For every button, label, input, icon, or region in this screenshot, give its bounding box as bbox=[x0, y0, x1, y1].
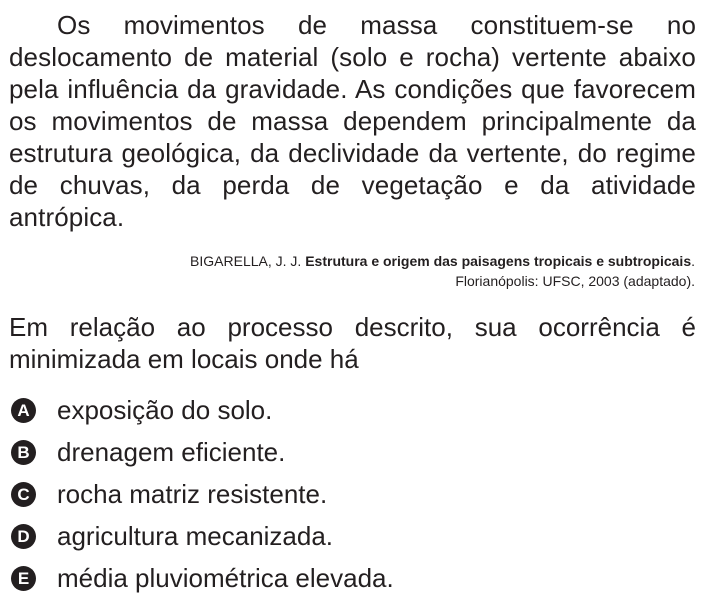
answer-options bbox=[9, 389, 696, 599]
passage-text: Os movimentos de massa constituem-se no deslocamento de material (solo e rocha) vertente abaixo pela influência da gravidade. As condições que favorecem os movimentos de massa dependem principalmente da estrutura geológica, da declividade da vertente, do regime de chuvas, da perda de vegetação e da atividade antrópica. bbox=[9, 10, 696, 232]
option-c-letter-badge: C bbox=[11, 482, 36, 507]
citation bbox=[9, 251, 696, 291]
citation-author: BIGARELLA, J. J. bbox=[190, 253, 306, 269]
citation-line-1 bbox=[9, 251, 695, 271]
option-b[interactable] bbox=[9, 431, 696, 473]
question-stem: Em relação ao processo descrito, sua ocorrência é minimizada em locais onde há bbox=[9, 312, 696, 374]
option-c[interactable] bbox=[9, 473, 696, 515]
option-b-letter-badge: B bbox=[11, 440, 36, 465]
option-d-text: agricultura mecanizada. bbox=[57, 521, 334, 551]
option-e-text: média pluviométrica elevada. bbox=[57, 563, 394, 593]
option-e-letter-badge: E bbox=[11, 566, 36, 591]
citation-publication: Florianópolis: UFSC, 2003 (adaptado). bbox=[455, 273, 695, 289]
option-d[interactable] bbox=[9, 515, 696, 557]
citation-title-end: . bbox=[691, 253, 695, 269]
option-a-text: exposição do solo. bbox=[57, 395, 273, 425]
option-b-text: drenagem eficiente. bbox=[57, 437, 286, 467]
option-e[interactable] bbox=[9, 557, 696, 599]
option-c-text: rocha matriz resistente. bbox=[57, 479, 328, 509]
option-d-letter-badge: D bbox=[11, 524, 36, 549]
citation-title: Estrutura e origem das paisagens tropicais e subtropicais bbox=[305, 253, 692, 269]
option-a-letter-badge: A bbox=[11, 398, 36, 423]
option-a[interactable] bbox=[9, 389, 696, 431]
